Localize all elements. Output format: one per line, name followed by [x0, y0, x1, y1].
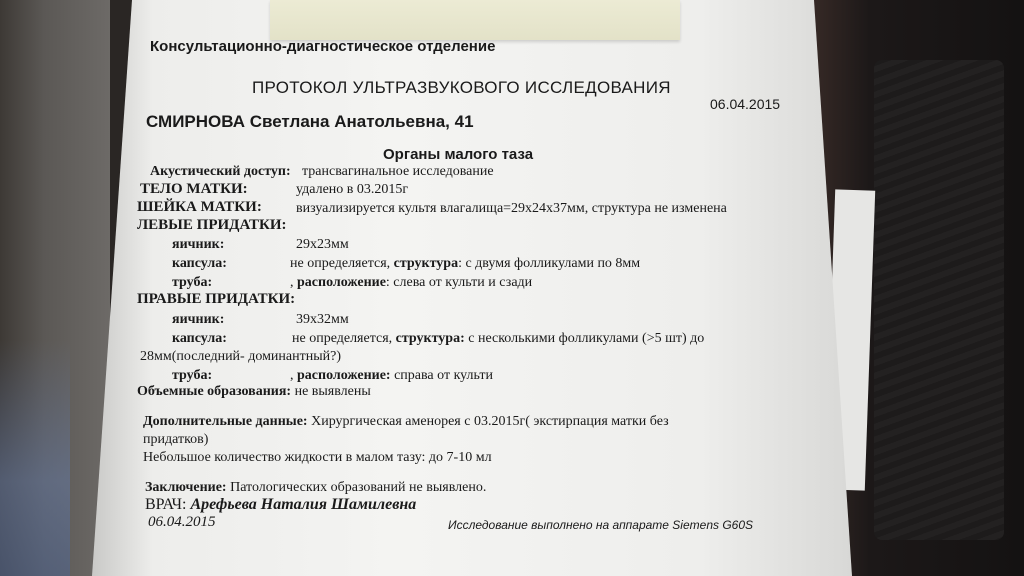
left-structure-value: : с двумя фолликулами по 8мм	[458, 256, 641, 271]
additional-value: Хирургическая аменорея с 03.2015г( экстирпация матки без	[311, 414, 669, 429]
device-note: Исследование выполнено на аппарате Siemens G60S	[448, 518, 754, 532]
department-name: Консультационно-диагностическое отделение	[150, 38, 496, 55]
conclusion-line	[145, 480, 486, 496]
right-location-value: справа от культи	[394, 368, 494, 383]
uterus-value: удалено в 03.2015г	[296, 182, 409, 197]
right-ovary-label: яичник:	[172, 312, 225, 327]
cervix-value: визуализируется культя влагалища=29х24х37мм, структура не изменена	[296, 201, 727, 216]
fluid-note: Небольшое количество жидкости в малом тазу: до 7-10 мл	[143, 450, 492, 465]
left-capsule-value: не определяется,	[290, 256, 391, 271]
background-left-object	[0, 340, 70, 576]
footer-date: 06.04.2015	[148, 514, 216, 530]
left-tube-line	[290, 275, 532, 291]
left-ovary-label: яичник:	[172, 237, 225, 252]
right-location-label: расположение:	[297, 368, 391, 383]
additional-continued: придатков)	[143, 432, 209, 447]
patient-name: СМИРНОВА Светлана Анатольевна, 41	[146, 112, 474, 131]
right-capsule-line	[292, 331, 704, 347]
left-location-value: : слева от культи и сзади	[385, 275, 533, 290]
right-structure-value: с несколькими фолликулами (>5 шт) до	[468, 331, 705, 346]
document-title: ПРОТОКОЛ УЛЬТРАЗВУКОВОГО ИССЛЕДОВАНИЯ	[252, 78, 671, 97]
masses-value: не выявлены	[294, 384, 371, 399]
right-tube-line	[290, 368, 493, 384]
left-capsule-line	[290, 256, 640, 272]
right-structure-label: структура:	[395, 331, 465, 346]
additional-line	[143, 414, 669, 430]
doctor-label: ВРАЧ:	[145, 496, 187, 513]
left-capsule-label: капсула:	[172, 256, 227, 271]
right-ovary-value: 39х32мм	[296, 312, 349, 327]
conclusion-label: Заключение:	[145, 480, 227, 495]
sticky-note	[270, 0, 680, 40]
acoustic-label: Акустический доступ:	[150, 164, 291, 179]
header-date: 06.04.2015	[710, 96, 781, 112]
doctor-line	[145, 496, 416, 514]
right-capsule-value: не определяется,	[292, 331, 393, 346]
section-title: Органы малого таза	[383, 146, 534, 163]
cervix-label: ШЕЙКА МАТКИ:	[137, 199, 262, 215]
doctor-name: Арефьева Наталия Шамилевна	[190, 496, 417, 513]
right-structure-continued: 28мм(последний- доминантный?)	[140, 349, 342, 364]
left-tube-comma: ,	[290, 275, 294, 290]
right-capsule-label: капсула:	[172, 331, 227, 346]
additional-label: Дополнительные данные:	[143, 414, 308, 429]
left-tube-label: труба:	[172, 275, 213, 290]
left-structure-label: структура	[393, 256, 459, 271]
conclusion-value: Патологических образований не выявлено.	[230, 480, 487, 495]
left-location-label: расположение	[297, 275, 386, 290]
left-adnexa-label: ЛЕВЫЕ ПРИДАТКИ:	[137, 217, 287, 233]
right-tube-label: труба:	[172, 368, 213, 383]
left-ovary-value: 29х23мм	[296, 237, 349, 252]
masses-label: Объемные образования:	[137, 384, 292, 399]
acoustic-value: трансвагинальное исследование	[302, 164, 494, 179]
background-bag	[874, 60, 1004, 540]
masses-line	[137, 384, 371, 400]
right-adnexa-label: ПРАВЫЕ ПРИДАТКИ:	[137, 291, 296, 307]
uterus-label: ТЕЛО МАТКИ:	[140, 181, 248, 197]
right-tube-comma: ,	[290, 368, 294, 383]
